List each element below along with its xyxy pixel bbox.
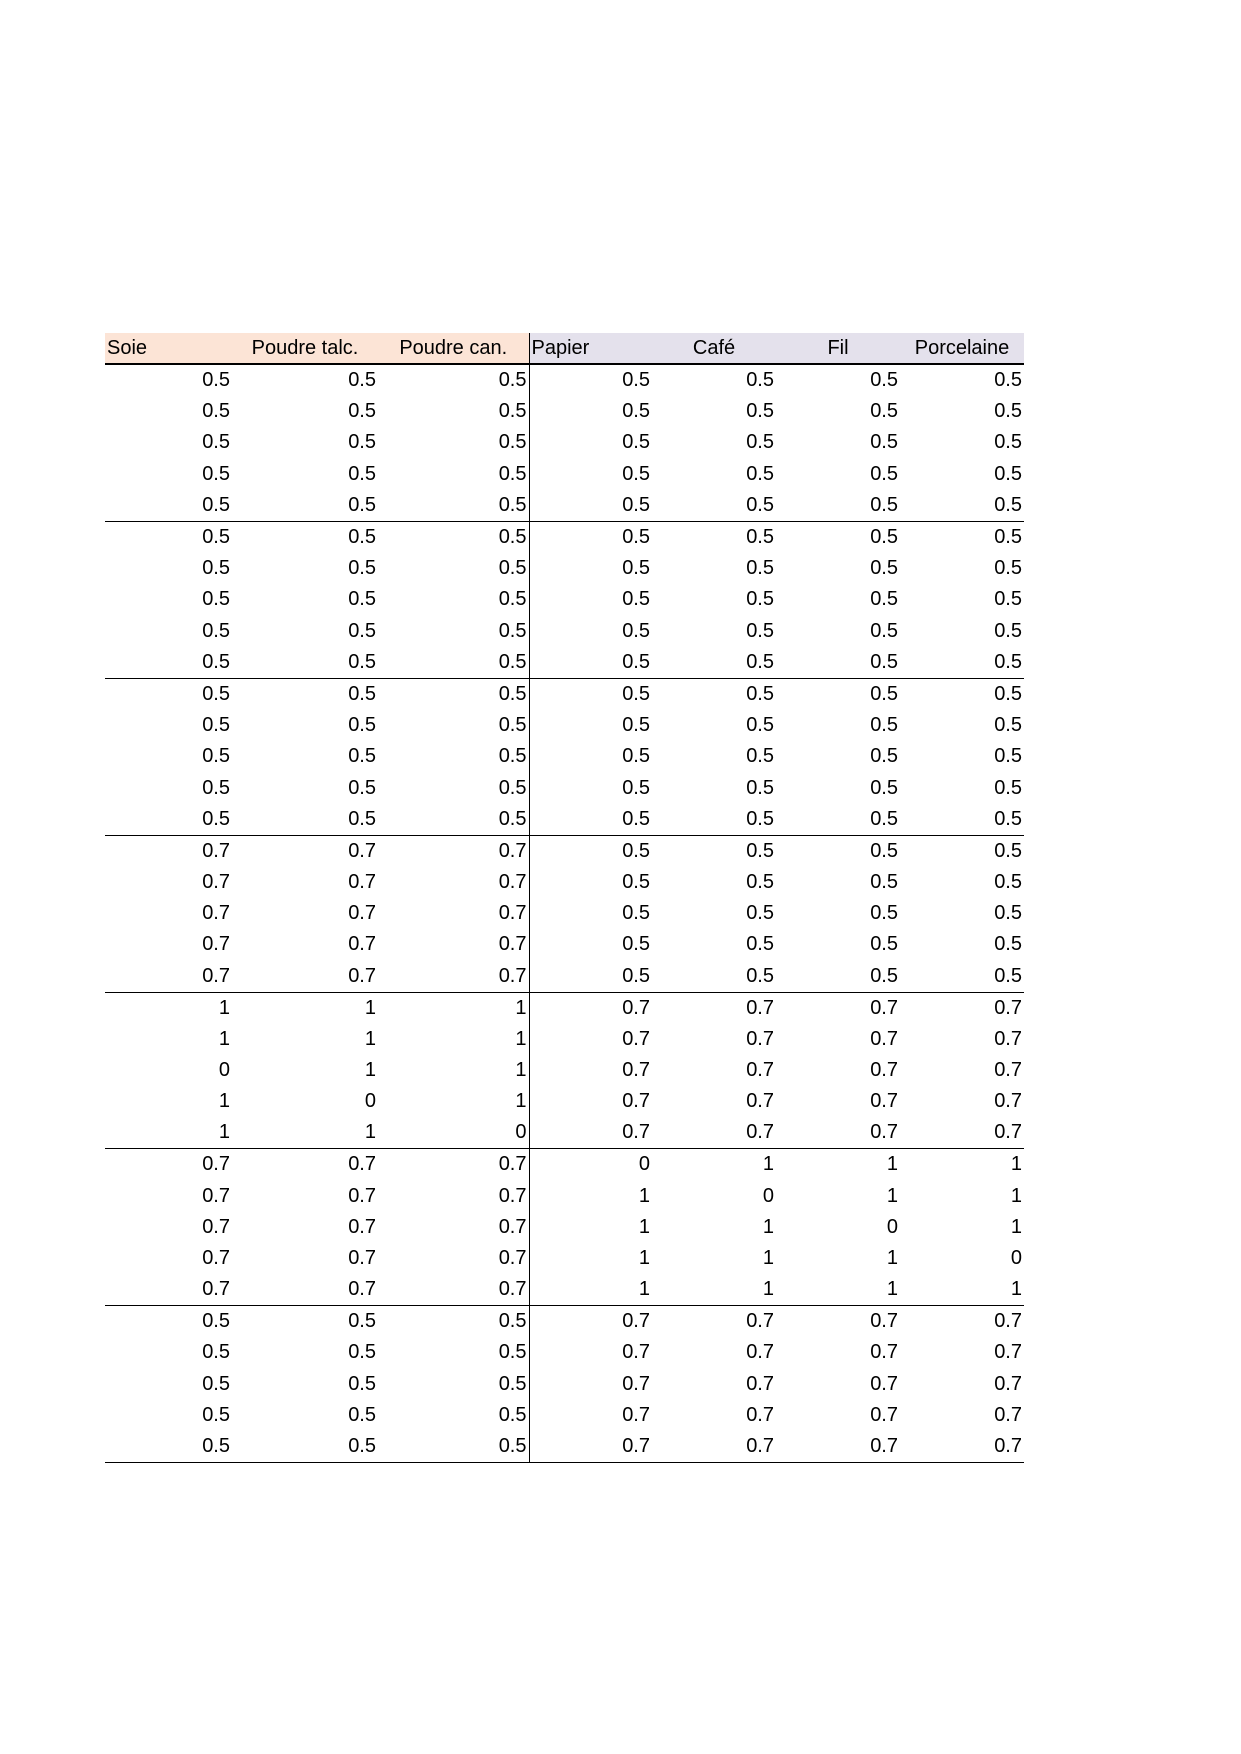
table-cell[interactable]: 0.5 bbox=[529, 961, 652, 993]
table-cell[interactable]: 0.7 bbox=[870, 1059, 898, 1081]
table-cell[interactable]: 0.7 bbox=[900, 1431, 1024, 1463]
table-cell[interactable]: 0.7 bbox=[622, 1027, 650, 1050]
table-cell[interactable]: 1 bbox=[378, 1055, 529, 1086]
table-row bbox=[105, 427, 1024, 458]
table-cell[interactable]: 0.5 bbox=[622, 400, 650, 423]
table-cell[interactable]: 0.5 bbox=[870, 870, 898, 893]
table-row bbox=[105, 929, 1024, 960]
table-cell[interactable]: 0.7 bbox=[870, 1404, 898, 1427]
table-cell[interactable]: 0.5 bbox=[746, 369, 774, 391]
table-cell[interactable]: 0.5 bbox=[776, 647, 900, 679]
table-cell[interactable]: 0.5 bbox=[202, 1372, 230, 1395]
table-cell[interactable]: 0.5 bbox=[232, 804, 378, 836]
table-row bbox=[105, 1180, 1024, 1211]
table-row bbox=[105, 804, 1024, 836]
table-cell[interactable]: 1 bbox=[218, 996, 230, 1019]
table-cell[interactable]: 0.5 bbox=[348, 369, 376, 391]
table-cell[interactable]: 0.5 bbox=[622, 902, 650, 925]
table-cell[interactable]: 1 bbox=[378, 1024, 529, 1055]
table-cell[interactable]: 1 bbox=[218, 1090, 230, 1113]
table-cell[interactable]: 0.7 bbox=[202, 933, 230, 956]
table-cell[interactable]: 0.7 bbox=[202, 1153, 230, 1176]
table-cell[interactable]: 0.7 bbox=[378, 867, 529, 898]
table-cell[interactable]: 0.5 bbox=[746, 745, 774, 768]
table-cell[interactable]: 0.5 bbox=[348, 557, 376, 580]
table-cell[interactable]: 0.5 bbox=[622, 745, 650, 768]
table-cell[interactable]: 0.5 bbox=[622, 682, 650, 705]
table-cell[interactable]: 0.7 bbox=[870, 1027, 898, 1050]
table-cell[interactable]: 0.5 bbox=[870, 619, 898, 642]
table-cell[interactable]: 1 bbox=[638, 1184, 650, 1207]
table-cell[interactable]: 0.5 bbox=[622, 462, 650, 485]
table-cell[interactable]: 0.5 bbox=[870, 902, 898, 925]
table-cell[interactable]: 0.7 bbox=[652, 1431, 776, 1463]
table-cell[interactable]: 0.7 bbox=[994, 996, 1022, 1019]
table-cell[interactable]: 0.5 bbox=[378, 710, 529, 741]
table-cell[interactable]: 0.5 bbox=[900, 961, 1024, 993]
data-table bbox=[105, 333, 1024, 1463]
table-cell[interactable]: 0.5 bbox=[994, 682, 1022, 705]
table-row bbox=[105, 647, 1024, 679]
table-cell[interactable]: 1 bbox=[638, 1215, 650, 1238]
table-cell[interactable]: 0.5 bbox=[232, 1431, 378, 1463]
table-cell[interactable]: 0.7 bbox=[622, 1404, 650, 1427]
table-body bbox=[105, 364, 1024, 1463]
table-cell[interactable]: 0.5 bbox=[622, 557, 650, 580]
table-row bbox=[105, 1024, 1024, 1055]
table-cell[interactable]: 0.5 bbox=[870, 933, 898, 956]
table-cell[interactable]: 0.5 bbox=[348, 776, 376, 799]
table-cell[interactable]: 0.5 bbox=[378, 615, 529, 646]
table-cell[interactable]: 0 bbox=[886, 1215, 898, 1238]
table-cell[interactable]: 0.5 bbox=[622, 588, 650, 611]
table-cell[interactable]: 0.5 bbox=[202, 776, 230, 799]
table-cell[interactable]: 0.5 bbox=[994, 902, 1022, 925]
table-cell[interactable]: 0.5 bbox=[202, 1404, 230, 1427]
table-cell[interactable]: 0.7 bbox=[529, 1431, 652, 1463]
table-cell[interactable]: 0.5 bbox=[652, 961, 776, 993]
table-cell[interactable]: 0.5 bbox=[994, 713, 1022, 736]
column-header-porcelaine: Porcelaine bbox=[900, 333, 1024, 364]
table-cell[interactable]: 0.5 bbox=[622, 525, 650, 548]
table-cell[interactable]: 0.5 bbox=[994, 557, 1022, 580]
column-header-poudre-talc: Poudre talc. bbox=[232, 333, 378, 364]
table-cell[interactable]: 1 bbox=[232, 1117, 378, 1149]
table-cell[interactable]: 0.7 bbox=[994, 1059, 1022, 1081]
table-cell[interactable]: 0.7 bbox=[622, 1372, 650, 1395]
table-cell[interactable]: 0.5 bbox=[348, 745, 376, 768]
table-cell[interactable]: 0.7 bbox=[994, 1404, 1022, 1427]
table-cell[interactable]: 0.7 bbox=[348, 839, 376, 862]
table-row bbox=[105, 1369, 1024, 1400]
table-cell[interactable]: 0.7 bbox=[378, 898, 529, 929]
table-cell[interactable]: 0.5 bbox=[202, 682, 230, 705]
table-cell[interactable]: 0.5 bbox=[652, 490, 776, 522]
table-cell[interactable]: 1 bbox=[1010, 1215, 1022, 1238]
column-header-soie: Soie bbox=[105, 333, 232, 364]
table-cell[interactable]: 0.5 bbox=[529, 647, 652, 679]
table-cell[interactable]: 0.5 bbox=[202, 588, 230, 611]
table-cell[interactable]: 0.5 bbox=[870, 839, 898, 862]
table-cell[interactable]: 0.7 bbox=[378, 1149, 529, 1181]
table-cell[interactable]: 0.5 bbox=[348, 1372, 376, 1395]
table-cell[interactable]: 0.7 bbox=[378, 961, 529, 993]
table-cell[interactable]: 0.5 bbox=[994, 431, 1022, 454]
table-cell[interactable]: 0.5 bbox=[202, 745, 230, 768]
table-cell[interactable]: 0.5 bbox=[348, 525, 376, 548]
table-cell[interactable]: 0.5 bbox=[870, 369, 898, 391]
table-cell[interactable]: 0.5 bbox=[622, 933, 650, 956]
table-cell[interactable]: 0.5 bbox=[870, 400, 898, 423]
table-cell[interactable]: 0.5 bbox=[622, 369, 650, 391]
table-cell[interactable]: 1 bbox=[762, 1153, 774, 1176]
table-cell[interactable]: 0.5 bbox=[900, 490, 1024, 522]
table-cell[interactable]: 0.7 bbox=[348, 1247, 376, 1270]
table-row bbox=[105, 1212, 1024, 1243]
table-cell[interactable]: 0.7 bbox=[348, 870, 376, 893]
table-cell[interactable]: 0.5 bbox=[105, 490, 232, 522]
table-cell[interactable]: 0.5 bbox=[622, 431, 650, 454]
table-cell[interactable]: 0.5 bbox=[378, 490, 529, 522]
table-cell[interactable]: 0.5 bbox=[529, 490, 652, 522]
table-cell[interactable]: 0 bbox=[364, 1090, 376, 1113]
table-cell[interactable]: 0.7 bbox=[348, 902, 376, 925]
table-cell[interactable]: 0.7 bbox=[870, 1090, 898, 1113]
table-row bbox=[105, 898, 1024, 929]
table-cell[interactable]: 0.7 bbox=[994, 1090, 1022, 1113]
table-cell[interactable]: 0.5 bbox=[870, 682, 898, 705]
table-cell[interactable]: 0.5 bbox=[378, 678, 529, 710]
table-cell[interactable]: 0.5 bbox=[378, 1400, 529, 1431]
table-cell[interactable]: 1 bbox=[776, 1274, 900, 1306]
table-row bbox=[105, 1055, 1024, 1086]
table-cell[interactable]: 0.5 bbox=[378, 521, 529, 553]
table-cell[interactable]: 0.5 bbox=[232, 490, 378, 522]
table-cell[interactable]: 0.7 bbox=[870, 1310, 898, 1333]
table-cell[interactable]: 0.5 bbox=[746, 933, 774, 956]
table-cell[interactable]: 0.5 bbox=[529, 804, 652, 836]
table-cell[interactable]: 0.5 bbox=[378, 459, 529, 490]
table-cell[interactable]: 0.5 bbox=[202, 557, 230, 580]
table-cell[interactable]: 0.5 bbox=[994, 369, 1022, 391]
table-cell[interactable]: 0.5 bbox=[622, 713, 650, 736]
column-header-cafe: Café bbox=[652, 333, 776, 364]
table-cell[interactable]: 0.5 bbox=[900, 804, 1024, 836]
table-cell[interactable]: 1 bbox=[652, 1274, 776, 1306]
table-cell[interactable]: 0.7 bbox=[746, 1059, 774, 1081]
table-cell[interactable]: 0.7 bbox=[746, 1341, 774, 1364]
table-row bbox=[105, 1337, 1024, 1368]
table-cell[interactable]: 0.5 bbox=[378, 772, 529, 803]
table-cell[interactable]: 0.7 bbox=[776, 1431, 900, 1463]
table-row bbox=[105, 396, 1024, 427]
table-row bbox=[105, 1117, 1024, 1149]
table-row bbox=[105, 1431, 1024, 1463]
table-row bbox=[105, 1243, 1024, 1274]
table-cell[interactable]: 0.7 bbox=[348, 933, 376, 956]
table-cell[interactable]: 0.5 bbox=[994, 839, 1022, 862]
table-cell[interactable]: 0.7 bbox=[232, 1274, 378, 1306]
table-cell[interactable]: 0.7 bbox=[622, 1341, 650, 1364]
table-cell[interactable]: 0 bbox=[378, 1117, 529, 1149]
table-cell[interactable]: 0.7 bbox=[378, 1212, 529, 1243]
table-cell[interactable]: 0.5 bbox=[652, 804, 776, 836]
table-cell[interactable]: 0.7 bbox=[202, 1215, 230, 1238]
table-row bbox=[105, 1274, 1024, 1306]
table-cell[interactable]: 0.7 bbox=[202, 1184, 230, 1207]
table-cell[interactable]: 0.5 bbox=[378, 1369, 529, 1400]
table-cell[interactable]: 0.5 bbox=[746, 619, 774, 642]
table-cell[interactable]: 0.5 bbox=[202, 713, 230, 736]
table-cell[interactable]: 0.5 bbox=[994, 588, 1022, 611]
table-cell[interactable]: 0.5 bbox=[348, 713, 376, 736]
table-row bbox=[105, 867, 1024, 898]
table-cell[interactable]: 0.5 bbox=[746, 839, 774, 862]
table-cell[interactable]: 0.7 bbox=[378, 1243, 529, 1274]
table-cell[interactable]: 0.7 bbox=[622, 1090, 650, 1113]
table-cell[interactable]: 0.7 bbox=[348, 1215, 376, 1238]
table-cell[interactable]: 0.5 bbox=[622, 870, 650, 893]
table-cell[interactable]: 0.5 bbox=[348, 462, 376, 485]
table-cell[interactable]: 0.5 bbox=[378, 1306, 529, 1338]
table-cell[interactable]: 0.7 bbox=[746, 1027, 774, 1050]
table-cell[interactable]: 1 bbox=[886, 1184, 898, 1207]
table-row bbox=[105, 364, 1024, 396]
table-cell[interactable]: 0.7 bbox=[994, 1341, 1022, 1364]
table-row bbox=[105, 678, 1024, 710]
table-row bbox=[105, 710, 1024, 741]
table-row bbox=[105, 584, 1024, 615]
table-cell[interactable]: 0.5 bbox=[870, 713, 898, 736]
table-cell[interactable]: 0.5 bbox=[622, 776, 650, 799]
table-cell[interactable]: 0.5 bbox=[994, 776, 1022, 799]
table-cell[interactable]: 0.7 bbox=[622, 1059, 650, 1081]
table-cell[interactable]: 0.5 bbox=[378, 1431, 529, 1463]
table-cell[interactable]: 0.7 bbox=[994, 1027, 1022, 1050]
table-cell[interactable]: 0.5 bbox=[776, 961, 900, 993]
table-cell[interactable]: 0.5 bbox=[105, 804, 232, 836]
table-cell[interactable]: 0.7 bbox=[994, 1310, 1022, 1333]
table-cell[interactable]: 1 bbox=[378, 1086, 529, 1117]
table-cell[interactable]: 1 bbox=[218, 1027, 230, 1050]
table-cell[interactable]: 1 bbox=[886, 1153, 898, 1176]
table-cell[interactable]: 0.5 bbox=[746, 462, 774, 485]
column-header-poudre-can: Poudre can. bbox=[378, 333, 529, 364]
table-cell[interactable]: 0.7 bbox=[746, 1090, 774, 1113]
table-cell[interactable]: 0.7 bbox=[202, 1247, 230, 1270]
table-cell[interactable]: 0.5 bbox=[870, 588, 898, 611]
table-cell[interactable]: 1 bbox=[1010, 1184, 1022, 1207]
table-row bbox=[105, 741, 1024, 772]
table-cell[interactable]: 0.5 bbox=[870, 525, 898, 548]
table-cell[interactable]: 0 bbox=[762, 1184, 774, 1207]
table-cell[interactable]: 0.5 bbox=[348, 619, 376, 642]
table-cell[interactable]: 0.5 bbox=[746, 902, 774, 925]
table-cell[interactable]: 0.7 bbox=[994, 1372, 1022, 1395]
table-row bbox=[105, 835, 1024, 867]
table-cell[interactable]: 0.5 bbox=[652, 647, 776, 679]
table-cell[interactable]: 0.5 bbox=[746, 682, 774, 705]
table-row bbox=[105, 772, 1024, 803]
table-cell[interactable]: 0.5 bbox=[348, 682, 376, 705]
table-cell[interactable]: 0.7 bbox=[105, 1274, 232, 1306]
table-cell[interactable]: 0.5 bbox=[900, 647, 1024, 679]
table-cell[interactable]: 0.5 bbox=[776, 490, 900, 522]
table-cell[interactable]: 0.5 bbox=[348, 400, 376, 423]
table-cell[interactable]: 0.5 bbox=[870, 557, 898, 580]
table-cell[interactable]: 0.5 bbox=[348, 588, 376, 611]
table-cell[interactable]: 0.5 bbox=[994, 400, 1022, 423]
table-cell[interactable]: 0.7 bbox=[746, 1404, 774, 1427]
table-cell[interactable]: 0.5 bbox=[378, 647, 529, 679]
table-cell[interactable]: 0.7 bbox=[776, 1117, 900, 1149]
table-cell[interactable]: 0.7 bbox=[746, 1372, 774, 1395]
table-cell[interactable]: 0.7 bbox=[529, 1117, 652, 1149]
table-cell[interactable]: 1 bbox=[886, 1247, 898, 1270]
table-cell[interactable]: 0.7 bbox=[622, 996, 650, 1019]
table-cell[interactable]: 1 bbox=[105, 1117, 232, 1149]
table-cell[interactable]: 0.5 bbox=[994, 462, 1022, 485]
table-cell[interactable]: 0.5 bbox=[994, 619, 1022, 642]
table-cell[interactable]: 0.5 bbox=[746, 776, 774, 799]
table-cell[interactable]: 0.7 bbox=[202, 839, 230, 862]
table-cell[interactable]: 0.5 bbox=[994, 745, 1022, 768]
table-cell[interactable]: 0.7 bbox=[348, 1184, 376, 1207]
table-cell[interactable]: 0.5 bbox=[202, 1310, 230, 1333]
table-cell[interactable]: 0.7 bbox=[202, 902, 230, 925]
table-cell[interactable]: 0.7 bbox=[348, 1153, 376, 1176]
table-cell[interactable]: 1 bbox=[638, 1247, 650, 1270]
table-cell[interactable]: 0.5 bbox=[746, 400, 774, 423]
table-cell[interactable]: 0.7 bbox=[900, 1117, 1024, 1149]
table-cell[interactable]: 0.5 bbox=[746, 870, 774, 893]
table-cell[interactable]: 1 bbox=[364, 996, 376, 1019]
table-cell[interactable]: 0.5 bbox=[378, 1337, 529, 1368]
table-cell[interactable]: 0.5 bbox=[994, 870, 1022, 893]
table-cell[interactable]: 0.5 bbox=[105, 647, 232, 679]
table-cell[interactable]: 0.5 bbox=[202, 525, 230, 548]
table-row bbox=[105, 1086, 1024, 1117]
table-row bbox=[105, 459, 1024, 490]
table-row bbox=[105, 1400, 1024, 1431]
table-cell[interactable]: 0.5 bbox=[232, 647, 378, 679]
table-cell[interactable]: 0 bbox=[1010, 1247, 1022, 1270]
table-row bbox=[105, 521, 1024, 553]
table-cell[interactable]: 1 bbox=[364, 1059, 376, 1081]
table-cell[interactable]: 0.7 bbox=[378, 1274, 529, 1306]
table-cell[interactable]: 0.5 bbox=[378, 364, 529, 396]
table-cell[interactable]: 0 bbox=[218, 1059, 230, 1081]
table-cell[interactable]: 0 bbox=[638, 1153, 650, 1176]
table-cell[interactable]: 1 bbox=[529, 1274, 652, 1306]
table-cell[interactable]: 0.5 bbox=[202, 1341, 230, 1364]
table-cell[interactable]: 0.7 bbox=[746, 1310, 774, 1333]
table-cell[interactable]: 0.5 bbox=[348, 1341, 376, 1364]
table-cell[interactable]: 0.5 bbox=[746, 713, 774, 736]
table-cell[interactable]: 0.5 bbox=[378, 553, 529, 584]
table-cell[interactable]: 0.5 bbox=[378, 804, 529, 836]
table-cell[interactable]: 1 bbox=[378, 992, 529, 1024]
table-cell[interactable]: 0.5 bbox=[202, 431, 230, 454]
table-cell[interactable]: 0.7 bbox=[378, 1180, 529, 1211]
table-cell[interactable]: 0.5 bbox=[202, 369, 230, 391]
table-cell[interactable]: 0.5 bbox=[994, 525, 1022, 548]
table-row bbox=[105, 992, 1024, 1024]
table-cell[interactable]: 0.5 bbox=[622, 839, 650, 862]
table-row bbox=[105, 1306, 1024, 1338]
table-cell[interactable]: 0.5 bbox=[348, 1310, 376, 1333]
table-row bbox=[105, 553, 1024, 584]
table-row bbox=[105, 615, 1024, 646]
table-cell[interactable]: 0.5 bbox=[870, 462, 898, 485]
table-cell[interactable]: 1 bbox=[1010, 1153, 1022, 1176]
table-cell[interactable]: 0.5 bbox=[378, 584, 529, 615]
table-cell[interactable]: 0.5 bbox=[746, 525, 774, 548]
table-cell[interactable]: 0.5 bbox=[378, 741, 529, 772]
table-cell[interactable]: 0.7 bbox=[870, 1372, 898, 1395]
table-cell[interactable]: 0.7 bbox=[202, 870, 230, 893]
table-cell[interactable]: 0.5 bbox=[622, 619, 650, 642]
table-cell[interactable]: 1 bbox=[762, 1247, 774, 1270]
table-cell[interactable]: 1 bbox=[762, 1215, 774, 1238]
column-header-fil: Fil bbox=[776, 333, 900, 364]
table-cell[interactable]: 0.5 bbox=[202, 400, 230, 423]
table-cell[interactable]: 0.7 bbox=[622, 1310, 650, 1333]
table-row bbox=[105, 490, 1024, 522]
table-cell[interactable]: 0.5 bbox=[105, 1431, 232, 1463]
table-cell[interactable]: 0.5 bbox=[870, 431, 898, 454]
table-cell[interactable]: 0.5 bbox=[746, 588, 774, 611]
table-cell[interactable]: 0.5 bbox=[994, 933, 1022, 956]
table-cell[interactable]: 0.7 bbox=[378, 929, 529, 960]
table-row bbox=[105, 961, 1024, 993]
table-cell[interactable]: 0.5 bbox=[746, 431, 774, 454]
table-cell[interactable]: 0.7 bbox=[870, 1341, 898, 1364]
table-cell[interactable]: 0.7 bbox=[652, 1117, 776, 1149]
table-cell[interactable]: 0.7 bbox=[378, 835, 529, 867]
table-row bbox=[105, 1149, 1024, 1181]
table-cell[interactable]: 0.5 bbox=[202, 462, 230, 485]
table-cell[interactable]: 0.5 bbox=[202, 619, 230, 642]
table-cell[interactable]: 0.5 bbox=[378, 396, 529, 427]
table-cell[interactable]: 0.5 bbox=[348, 1404, 376, 1427]
table-cell[interactable]: 0.7 bbox=[746, 996, 774, 1019]
column-header-papier: Papier bbox=[529, 333, 652, 364]
table-cell[interactable]: 0.5 bbox=[776, 804, 900, 836]
table-cell[interactable]: 0.5 bbox=[870, 776, 898, 799]
table-cell[interactable]: 0.7 bbox=[105, 961, 232, 993]
table-cell[interactable]: 0.7 bbox=[232, 961, 378, 993]
table-cell[interactable]: 1 bbox=[900, 1274, 1024, 1306]
table-cell[interactable]: 1 bbox=[364, 1027, 376, 1050]
header-row bbox=[105, 333, 1024, 364]
table-cell[interactable]: 0.7 bbox=[870, 996, 898, 1019]
table-cell[interactable]: 0.5 bbox=[348, 431, 376, 454]
table-cell[interactable]: 0.5 bbox=[378, 427, 529, 458]
table-cell[interactable]: 0.5 bbox=[870, 745, 898, 768]
table-cell[interactable]: 0.5 bbox=[746, 557, 774, 580]
